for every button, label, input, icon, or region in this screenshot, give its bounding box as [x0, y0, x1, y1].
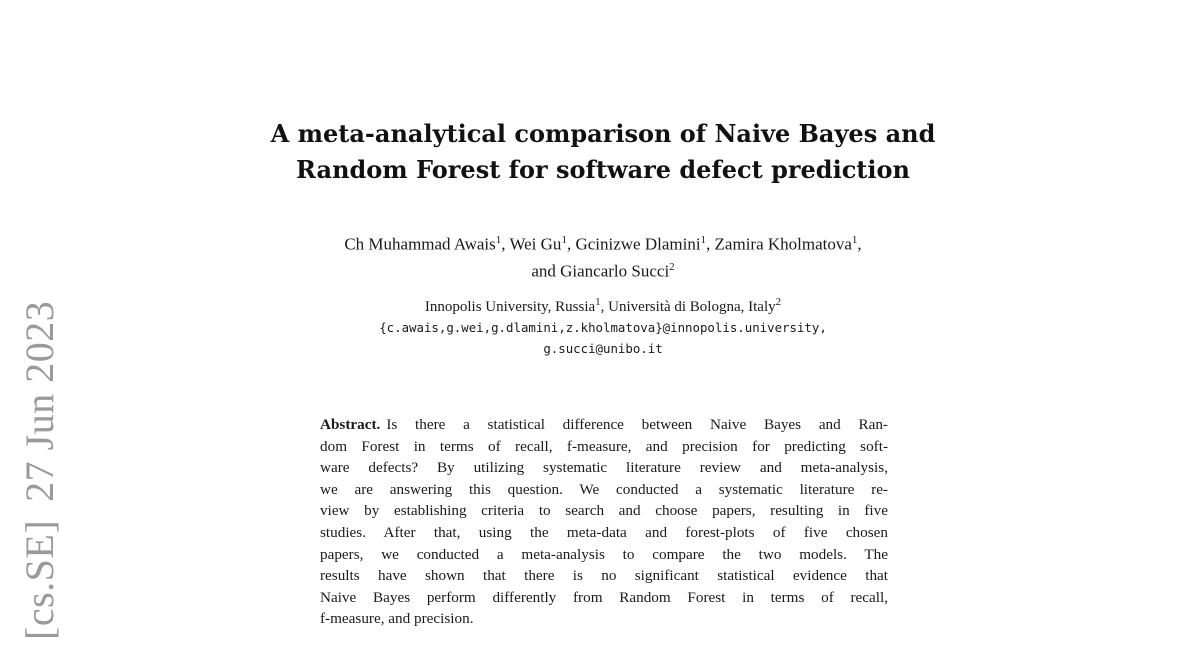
email-line-1: {c.awais,g.wei,g.dlamini,z.kholmatova}@innopolis.university,: [379, 320, 827, 335]
abstract-line: we are answering this question. We conducted a systematic literature re-: [320, 480, 888, 498]
affiliation-line: Innopolis University, Russia$^1$, Università di Bologna, Italy$^2$: [424, 296, 782, 315]
arxiv-category: [cs.SE]: [17, 519, 62, 640]
email-line-2: g.succi@unibo.it: [543, 341, 663, 356]
authors-line-2: [200, 256, 1006, 283]
abstract-line: Naive Bayes perform differently from Random Forest in terms of recall,: [320, 588, 888, 606]
abstract-line: results have shown that there is no significant statistical evidence that: [320, 567, 888, 585]
arxiv-side-stamp: [16, 301, 63, 640]
author-name: Wei Gu: [509, 234, 562, 254]
abstract-line: studies. After that, using the meta-data and forest-plots of five chosen: [320, 523, 888, 541]
authors-line-1: Ch Muhammad Awais$^1$, Wei Gu$^1$, Gcinizwe Dlamini$^1$, Zamira Kholmatova$^1$,: [344, 234, 862, 254]
institution: Innopolis University, Russia: [424, 299, 596, 315]
author-affil-mark: 1: [700, 234, 707, 246]
paper-title: [200, 116, 1006, 188]
author-conjunction: and: [531, 261, 556, 281]
author-affil-mark: 2: [669, 260, 675, 273]
title-line-2: Random Forest for software defect prediction: [296, 155, 910, 184]
institution-mark: 2: [775, 296, 782, 308]
abstract-label: Abstract.: [320, 416, 381, 433]
institution-mark: 1: [595, 296, 601, 308]
abstract-line: view by establishing criteria to search and choose papers, resulting in five: [320, 502, 888, 520]
author-name: Gcinizwe Dlamini: [575, 234, 701, 254]
abstract: [320, 414, 888, 630]
author-name: Giancarlo Succi: [560, 261, 670, 281]
title-line-1: A meta-analytical comparison of Naive Bayes and: [270, 119, 936, 148]
abstract-line: ware defects? By utilizing systematic literature review and meta-analysis,: [320, 459, 888, 477]
author-emails: [200, 317, 1006, 359]
arxiv-date: 27 Jun 2023: [17, 300, 62, 502]
author-affil-mark: 1: [561, 234, 567, 246]
abstract-line: f-measure, and precision.: [320, 610, 474, 628]
institution: Università di Bologna, Italy: [608, 299, 776, 315]
author-name: Ch Muhammad Awais: [344, 234, 496, 254]
author-name: Zamira Kholmatova: [714, 234, 852, 254]
abstract-line: dom Forest in terms of recall, f-measure, and precision for predicting soft-: [320, 437, 888, 455]
author-affil-mark: 1: [495, 234, 502, 246]
abstract-line: papers, we conducted a meta-analysis to compare the two models. The: [320, 545, 888, 563]
author-list: [200, 229, 1006, 282]
author-affil-mark: 1: [851, 234, 858, 246]
abstract-line: Abstract. Is there a statistical difference between Naive Bayes and Ran-: [320, 416, 888, 433]
